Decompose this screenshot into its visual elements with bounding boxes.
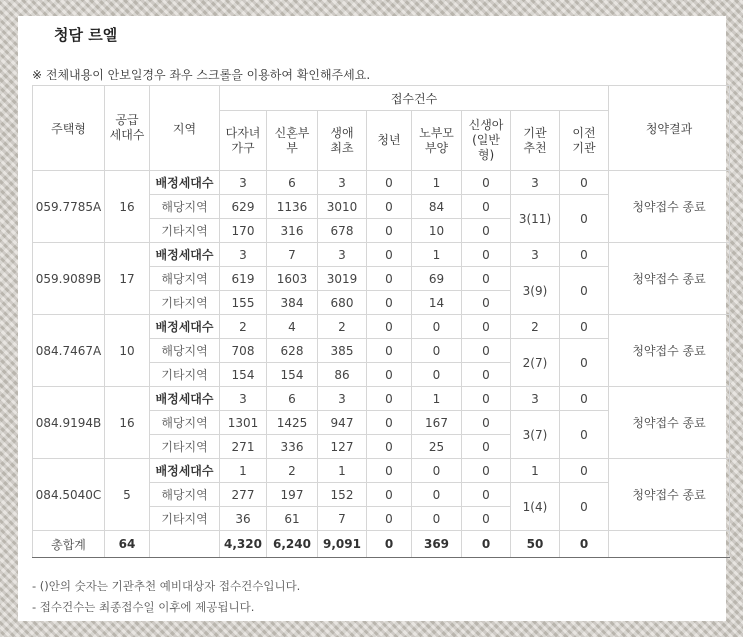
value-cell: 154	[220, 363, 267, 387]
content-panel	[18, 16, 726, 621]
total-value-cell: 9,091	[318, 531, 367, 558]
supply-units-cell: 10	[105, 315, 150, 387]
value-cell: 2	[220, 315, 267, 339]
value-cell: 10	[412, 219, 462, 243]
value-cell: 3	[220, 171, 267, 195]
value-cell: 3	[318, 171, 367, 195]
institution-applied-cell: 3(9)	[511, 267, 560, 315]
value-cell: 678	[318, 219, 367, 243]
value-cell: 0	[367, 291, 412, 315]
institution-allocated-cell: 3	[511, 243, 560, 267]
region-label-cell: 해당지역	[150, 411, 220, 435]
value-cell: 3010	[318, 195, 367, 219]
header-category	[220, 111, 267, 171]
total-value-cell: 0	[462, 531, 511, 558]
institution-applied-cell: 2(7)	[511, 339, 560, 387]
value-cell: 1301	[220, 411, 267, 435]
value-cell: 3	[318, 387, 367, 411]
value-cell: 385	[318, 339, 367, 363]
result-cell: 청약접수 종료	[609, 243, 730, 315]
value-cell: 1136	[267, 195, 318, 219]
transfer-applied-cell: 0	[560, 195, 609, 243]
institution-allocated-cell: 1	[511, 459, 560, 483]
region-label-cell: 배정세대수	[150, 243, 220, 267]
value-cell: 0	[367, 267, 412, 291]
value-cell: 170	[220, 219, 267, 243]
region-label-cell: 기타지역	[150, 363, 220, 387]
value-cell: 0	[462, 219, 511, 243]
value-cell: 0	[367, 459, 412, 483]
value-cell: 0	[412, 507, 462, 531]
value-cell: 61	[267, 507, 318, 531]
value-cell: 947	[318, 411, 367, 435]
total-value-cell: 4,320	[220, 531, 267, 558]
value-cell: 25	[412, 435, 462, 459]
value-cell: 4	[267, 315, 318, 339]
value-cell: 0	[462, 411, 511, 435]
total-value-cell: 6,240	[267, 531, 318, 558]
header-category	[318, 111, 367, 171]
transfer-allocated-cell: 0	[560, 315, 609, 339]
header-category	[560, 111, 609, 171]
value-cell: 619	[220, 267, 267, 291]
value-cell: 1	[220, 459, 267, 483]
value-cell: 36	[220, 507, 267, 531]
value-cell: 152	[318, 483, 367, 507]
value-cell: 708	[220, 339, 267, 363]
value-cell: 0	[367, 171, 412, 195]
institution-allocated-cell: 2	[511, 315, 560, 339]
value-cell: 1	[412, 387, 462, 411]
header-category-label: 이전 기관	[572, 125, 596, 155]
value-cell: 0	[462, 483, 511, 507]
value-cell: 167	[412, 411, 462, 435]
region-label-cell: 기타지역	[150, 435, 220, 459]
value-cell: 277	[220, 483, 267, 507]
result-cell: 청약접수 종료	[609, 387, 730, 459]
housing-type-cell: 084.5040C	[33, 459, 105, 531]
region-label-cell: 기타지역	[150, 507, 220, 531]
result-cell: 청약접수 종료	[609, 315, 730, 387]
value-cell: 1	[412, 243, 462, 267]
institution-allocated-cell: 3	[511, 171, 560, 195]
value-cell: 2	[318, 315, 367, 339]
total-value-cell: 50	[511, 531, 560, 558]
transfer-allocated-cell: 0	[560, 243, 609, 267]
transfer-applied-cell: 0	[560, 339, 609, 387]
total-value-cell: 369	[412, 531, 462, 558]
region-label-cell: 배정세대수	[150, 171, 220, 195]
supply-units-cell: 5	[105, 459, 150, 531]
region-label-cell: 기타지역	[150, 291, 220, 315]
value-cell: 3	[220, 243, 267, 267]
value-cell: 271	[220, 435, 267, 459]
value-cell: 154	[267, 363, 318, 387]
value-cell: 3	[220, 387, 267, 411]
value-cell: 629	[220, 195, 267, 219]
housing-type-cell: 059.7785A	[33, 171, 105, 243]
header-category	[462, 111, 511, 171]
value-cell: 3	[318, 243, 367, 267]
value-cell: 0	[462, 387, 511, 411]
value-cell: 628	[267, 339, 318, 363]
header-applications: 접수건수	[220, 86, 609, 111]
housing-type-cell: 059.9089B	[33, 243, 105, 315]
header-category	[412, 111, 462, 171]
table-row	[33, 243, 730, 267]
footnotes	[32, 576, 300, 618]
value-cell: 316	[267, 219, 318, 243]
total-units-cell: 64	[105, 531, 150, 558]
institution-allocated-cell: 3	[511, 387, 560, 411]
header-result: 청약결과	[609, 86, 730, 171]
institution-applied-cell: 3(11)	[511, 195, 560, 243]
footnote: - ()안의 숫자는 기관추천 예비대상자 접수건수입니다.	[32, 579, 301, 593]
value-cell: 0	[412, 363, 462, 387]
header-category-label: 청년	[377, 133, 401, 147]
value-cell: 14	[412, 291, 462, 315]
supply-units-cell: 17	[105, 243, 150, 315]
value-cell: 0	[412, 459, 462, 483]
housing-type-cell: 084.9194B	[33, 387, 105, 459]
value-cell: 6	[267, 387, 318, 411]
housing-type-cell: 084.7467A	[33, 315, 105, 387]
value-cell: 0	[462, 315, 511, 339]
transfer-allocated-cell: 0	[560, 171, 609, 195]
value-cell: 2	[267, 459, 318, 483]
header-category-label: 생애 최초	[330, 125, 354, 155]
institution-applied-cell: 1(4)	[511, 483, 560, 531]
value-cell: 0	[462, 243, 511, 267]
region-label-cell: 해당지역	[150, 339, 220, 363]
total-label-cell: 총합계	[33, 531, 105, 558]
total-row	[33, 531, 730, 558]
value-cell: 0	[462, 195, 511, 219]
scroll-note: ※ 전체내용이 안보일경우 좌우 스크롤을 이용하여 확인해주세요.	[32, 68, 371, 82]
value-cell: 336	[267, 435, 318, 459]
result-cell: 청약접수 종료	[609, 171, 730, 243]
value-cell: 1	[412, 171, 462, 195]
transfer-applied-cell: 0	[560, 483, 609, 531]
value-cell: 0	[462, 171, 511, 195]
value-cell: 7	[267, 243, 318, 267]
value-cell: 680	[318, 291, 367, 315]
header-supply-units	[105, 86, 150, 171]
value-cell: 155	[220, 291, 267, 315]
value-cell: 0	[412, 315, 462, 339]
total-empty-cell	[150, 531, 220, 558]
header-category	[511, 111, 560, 171]
footnote: - 접수건수는 최종접수일 이후에 제공됩니다.	[32, 600, 255, 614]
value-cell: 69	[412, 267, 462, 291]
header-supply-units-label: 공급 세대수	[109, 113, 145, 142]
table-body	[33, 171, 730, 558]
value-cell: 0	[412, 339, 462, 363]
value-cell: 0	[367, 219, 412, 243]
value-cell: 0	[462, 291, 511, 315]
value-cell: 0	[462, 339, 511, 363]
value-cell: 0	[367, 363, 412, 387]
value-cell: 1425	[267, 411, 318, 435]
region-label-cell: 해당지역	[150, 483, 220, 507]
header-category-label: 노부모 부양	[419, 125, 454, 155]
value-cell: 0	[462, 507, 511, 531]
header-category-label: 신생아 (일반 형)	[468, 118, 504, 162]
value-cell: 7	[318, 507, 367, 531]
value-cell: 84	[412, 195, 462, 219]
value-cell: 0	[367, 435, 412, 459]
supply-units-cell: 16	[105, 171, 150, 243]
total-empty-cell	[609, 531, 730, 558]
region-label-cell: 해당지역	[150, 195, 220, 219]
header-category	[367, 111, 412, 171]
region-label-cell: 해당지역	[150, 267, 220, 291]
value-cell: 0	[462, 435, 511, 459]
table-row	[33, 387, 730, 411]
value-cell: 0	[367, 243, 412, 267]
header-category-label: 신혼부 부	[274, 125, 310, 155]
value-cell: 0	[367, 411, 412, 435]
region-label-cell: 배정세대수	[150, 387, 220, 411]
transfer-applied-cell: 0	[560, 411, 609, 459]
header-category-label: 다자녀 가구	[225, 125, 261, 155]
value-cell: 0	[367, 507, 412, 531]
value-cell: 0	[367, 483, 412, 507]
transfer-applied-cell: 0	[560, 267, 609, 315]
total-value-cell: 0	[367, 531, 412, 558]
page-title: 청담 르엘	[54, 26, 118, 44]
value-cell: 0	[412, 483, 462, 507]
table-row	[33, 171, 730, 195]
region-label-cell: 기타지역	[150, 219, 220, 243]
value-cell: 0	[367, 195, 412, 219]
value-cell: 3019	[318, 267, 367, 291]
value-cell: 1	[318, 459, 367, 483]
value-cell: 0	[462, 267, 511, 291]
region-label-cell: 배정세대수	[150, 315, 220, 339]
value-cell: 197	[267, 483, 318, 507]
institution-applied-cell: 3(7)	[511, 411, 560, 459]
transfer-allocated-cell: 0	[560, 387, 609, 411]
header-category-label: 기관 추천	[523, 125, 547, 155]
result-cell: 청약접수 종료	[609, 459, 730, 531]
value-cell: 0	[367, 315, 412, 339]
header-region: 지역	[150, 86, 220, 171]
value-cell: 0	[367, 387, 412, 411]
supply-units-cell: 16	[105, 387, 150, 459]
transfer-allocated-cell: 0	[560, 459, 609, 483]
table-row	[33, 315, 730, 339]
value-cell: 86	[318, 363, 367, 387]
value-cell: 384	[267, 291, 318, 315]
total-value-cell: 0	[560, 531, 609, 558]
header-housing-type: 주택형	[33, 86, 105, 171]
value-cell: 6	[267, 171, 318, 195]
application-table	[32, 85, 730, 558]
value-cell: 0	[462, 363, 511, 387]
value-cell: 127	[318, 435, 367, 459]
value-cell: 1603	[267, 267, 318, 291]
table-row	[33, 459, 730, 483]
value-cell: 0	[462, 459, 511, 483]
header-category	[267, 111, 318, 171]
region-label-cell: 배정세대수	[150, 459, 220, 483]
value-cell: 0	[367, 339, 412, 363]
